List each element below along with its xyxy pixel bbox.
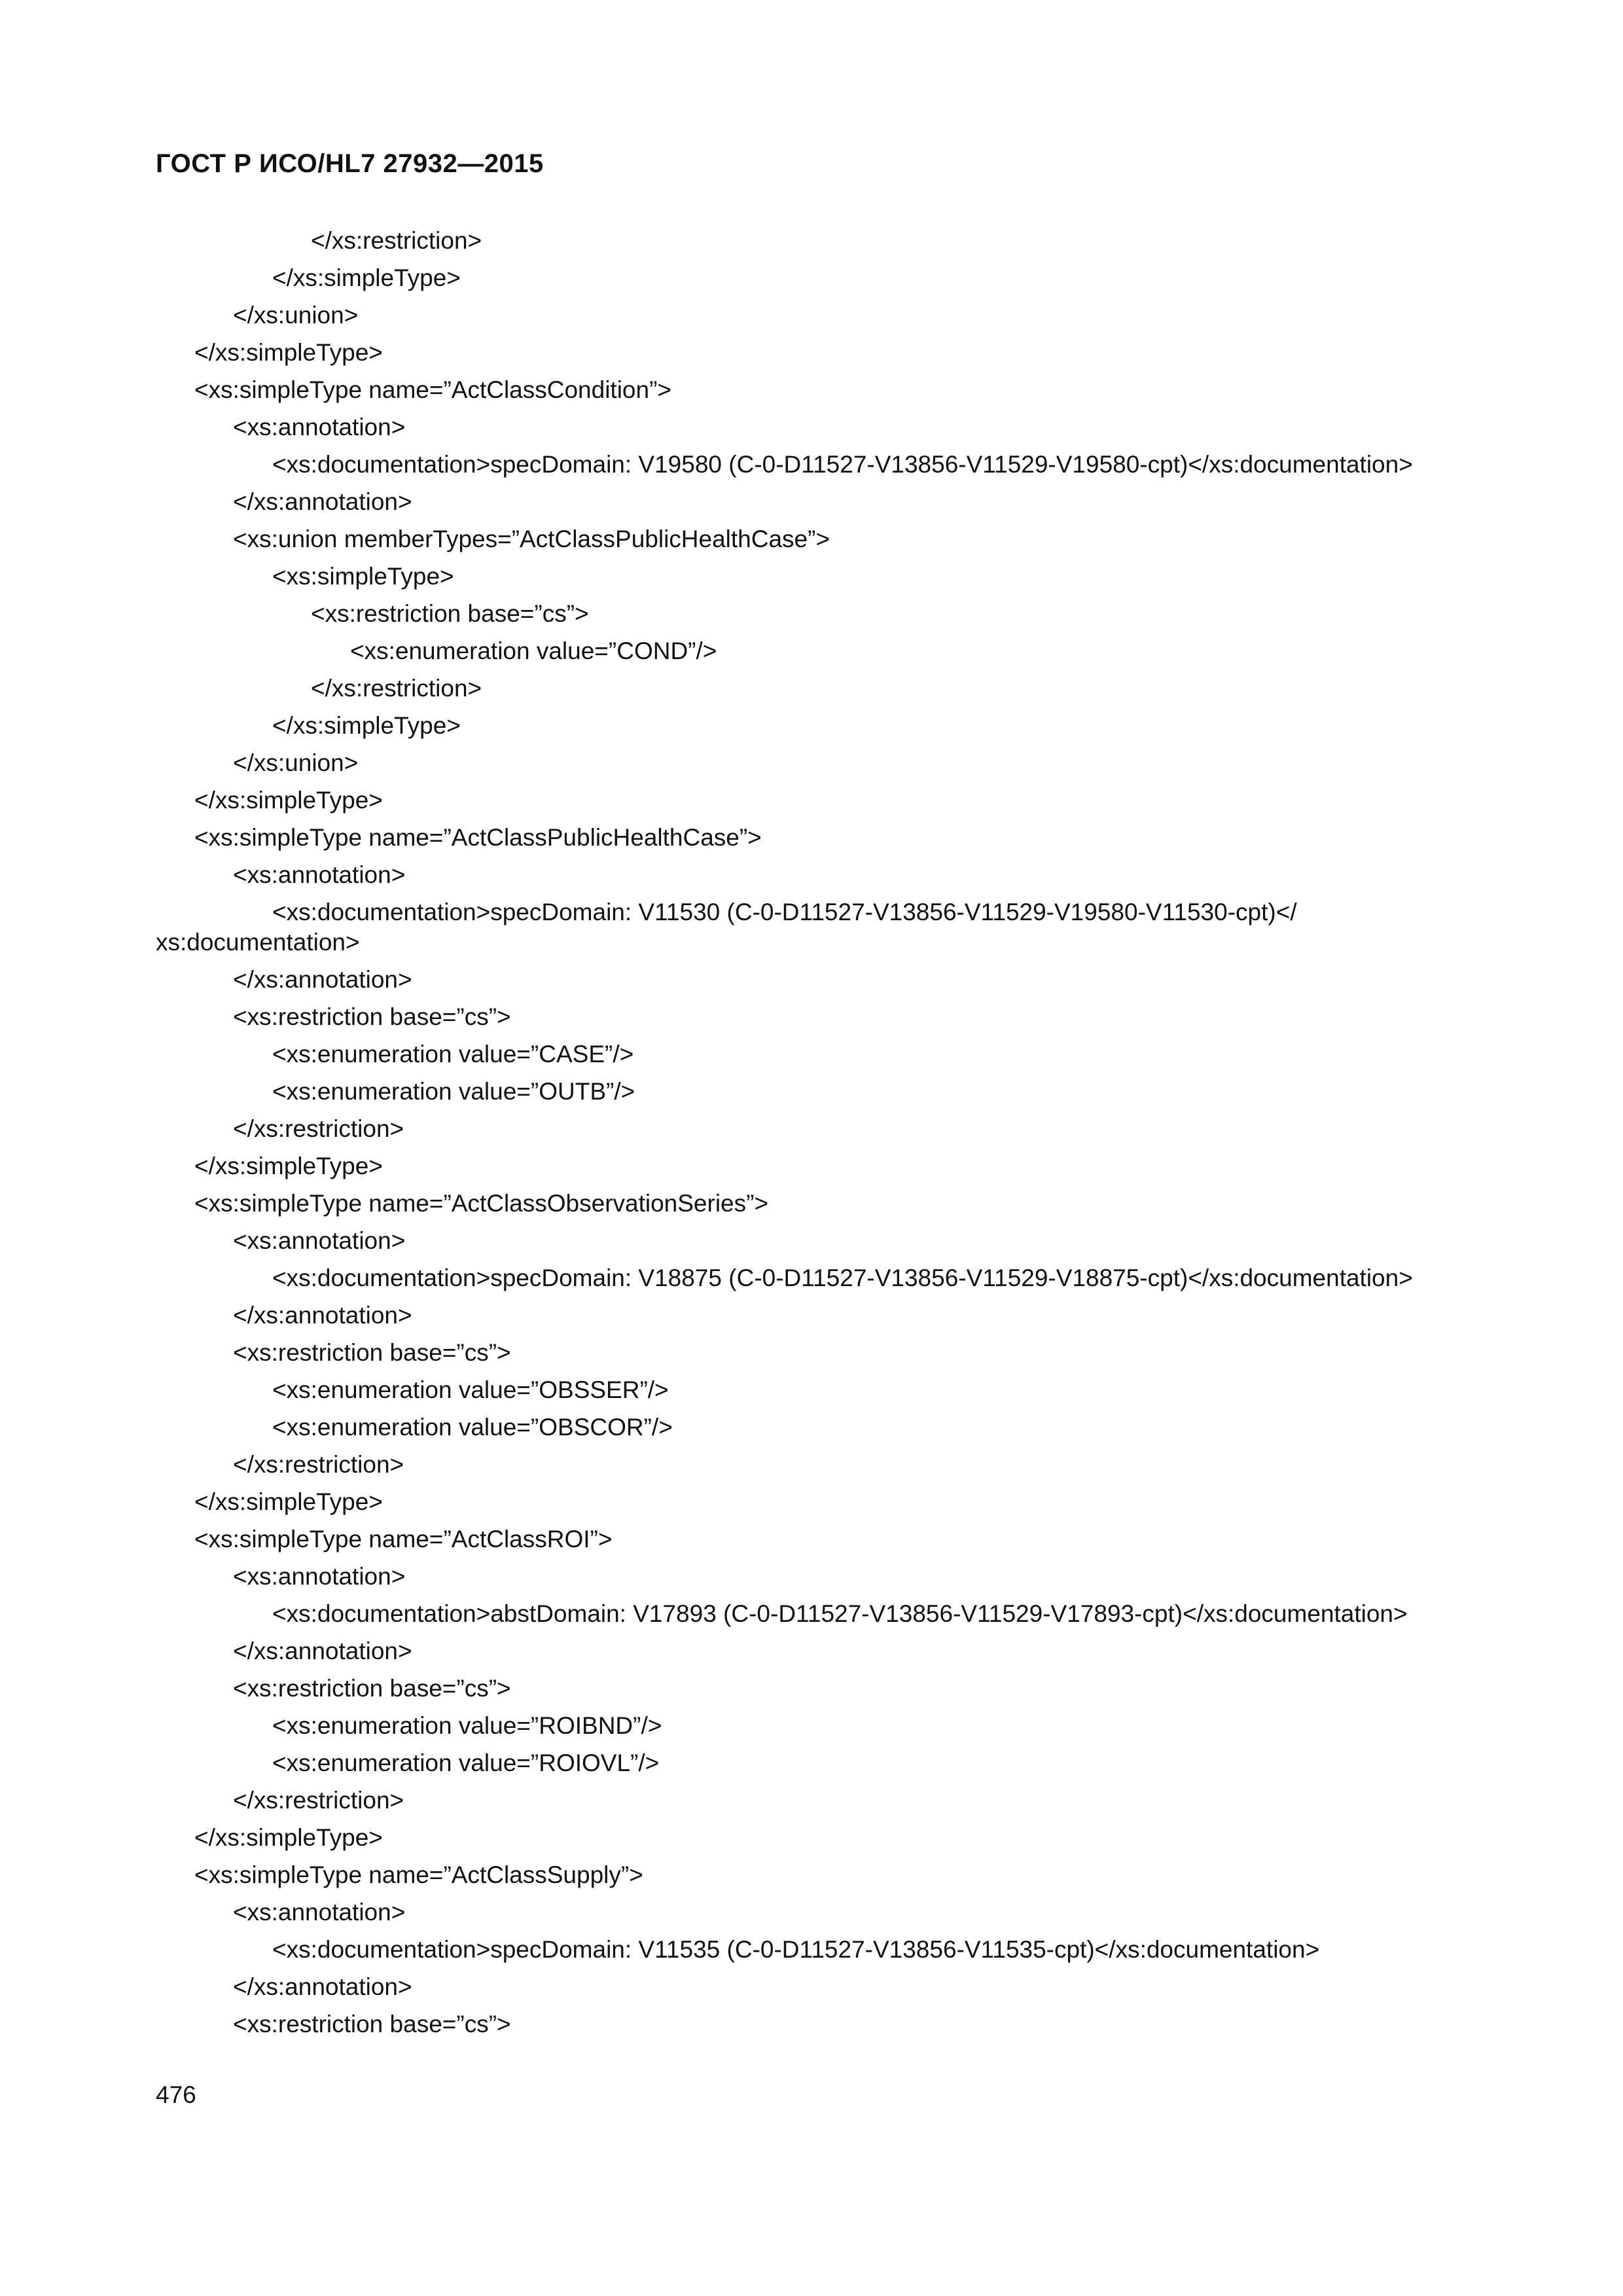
code-line: </xs:simpleType> <box>194 339 383 366</box>
code-line: <xs:documentation>abstDomain: V17893 (C-0-D11527-V13856-V11529-V17893-cpt)</xs:documentation> <box>272 1600 1408 1627</box>
code-line: <xs:simpleType name=”ActClassROI”> <box>194 1526 613 1552</box>
code-line: <xs:documentation>specDomain: V19580 (C-0-D11527-V13856-V11529-V19580-cpt)</xs:documentation> <box>272 451 1413 478</box>
code-line: </xs:restriction> <box>233 1115 404 1142</box>
code-line: </xs:restriction> <box>311 675 482 702</box>
document-standard-header: ГОСТ Р ИСО/HL7 27932—2015 <box>156 149 544 178</box>
code-line: </xs:simpleType> <box>272 264 461 291</box>
code-line: <xs:restriction base=”cs”> <box>233 2011 511 2037</box>
code-line: <xs:annotation> <box>233 1227 406 1254</box>
code-line: xs:documentation> <box>156 929 360 956</box>
code-line: <xs:restriction base=”cs”> <box>311 600 589 627</box>
code-line: <xs:enumeration value=”OBSSER”/> <box>272 1376 669 1403</box>
code-line: <xs:restriction base=”cs”> <box>233 1003 511 1030</box>
code-line: </xs:restriction> <box>311 227 482 254</box>
code-line: </xs:simpleType> <box>194 1824 383 1851</box>
code-line: <xs:documentation>specDomain: V11530 (C-0-D11527-V13856-V11529-V19580-V11530-cpt)</ <box>272 899 1297 925</box>
code-line: <xs:annotation> <box>233 861 406 888</box>
code-line: <xs:simpleType name=”ActClassSupply”> <box>194 1861 643 1888</box>
code-line: </xs:simpleType> <box>194 1488 383 1515</box>
code-line: <xs:restriction base=”cs”> <box>233 1339 511 1366</box>
code-line: </xs:restriction> <box>233 1451 404 1478</box>
code-line: <xs:simpleType> <box>272 563 454 590</box>
code-line: </xs:annotation> <box>233 1638 412 1664</box>
code-line: </xs:simpleType> <box>194 787 383 814</box>
code-line: </xs:annotation> <box>233 966 412 993</box>
code-line: </xs:simpleType> <box>272 712 461 739</box>
code-line: <xs:documentation>specDomain: V18875 (C-0-D11527-V13856-V11529-V18875-cpt)</xs:documentation> <box>272 1265 1413 1291</box>
code-line: </xs:annotation> <box>233 1973 412 2000</box>
code-line: </xs:restriction> <box>233 1787 404 1814</box>
code-line: <xs:restriction base=”cs”> <box>233 1675 511 1702</box>
code-line: <xs:annotation> <box>233 1563 406 1590</box>
code-line: <xs:enumeration value=”ROIBND”/> <box>272 1712 662 1739</box>
code-line: </xs:union> <box>233 302 359 329</box>
code-line: </xs:union> <box>233 749 359 776</box>
page-number: 476 <box>156 2081 196 2108</box>
code-line: <xs:simpleType name=”ActClassCondition”> <box>194 376 672 403</box>
code-line: <xs:enumeration value=”CASE”/> <box>272 1041 634 1067</box>
code-line: <xs:enumeration value=”COND”/> <box>350 637 717 664</box>
code-line: <xs:simpleType name=”ActClassObservationSeries”> <box>194 1190 769 1217</box>
code-line: <xs:documentation>specDomain: V11535 (C-0-D11527-V13856-V11535-cpt)</xs:documentation> <box>272 1936 1320 1963</box>
code-line: <xs:simpleType name=”ActClassPublicHealthCase”> <box>194 824 762 851</box>
code-line: <xs:annotation> <box>233 414 406 440</box>
code-line: <xs:union memberTypes=”ActClassPublicHealthCase”> <box>233 526 830 552</box>
code-line: <xs:enumeration value=”OUTB”/> <box>272 1078 635 1105</box>
code-line: <xs:enumeration value=”OBSCOR”/> <box>272 1414 673 1441</box>
code-line: </xs:annotation> <box>233 488 412 515</box>
code-line: </xs:annotation> <box>233 1302 412 1329</box>
code-line: </xs:simpleType> <box>194 1153 383 1179</box>
code-line: <xs:enumeration value=”ROIOVL”/> <box>272 1749 660 1776</box>
code-line: <xs:annotation> <box>233 1899 406 1926</box>
